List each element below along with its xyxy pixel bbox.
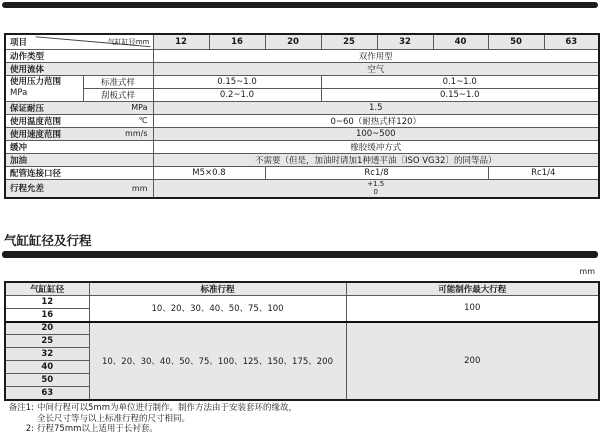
- note1-line1: 中间行程可以5mm为单位进行制作。制作方法由于安装套环的缘故，: [37, 403, 297, 413]
- row-port-size: [5, 166, 599, 179]
- row-label: 使用速度范围 mm/s: [5, 127, 153, 140]
- note1-label: 备注1:: [8, 403, 34, 413]
- bore-cell-16: 16: [5, 309, 89, 322]
- bore-cell-25: 25: [5, 335, 89, 348]
- bore-header-25: 25: [321, 34, 377, 49]
- stroke-tolerance-value: [153, 179, 599, 198]
- stroke-header-row: [5, 282, 599, 296]
- row-stroke-tolerance: [5, 179, 599, 198]
- bore-cell-32: 32: [5, 348, 89, 361]
- note2-label: 2:: [25, 424, 34, 433]
- cushion-value: 橡胶缓冲方式: [153, 140, 599, 153]
- standard-stroke-header: 标准行程: [89, 282, 346, 296]
- tolerance-unit: mm: [131, 183, 148, 193]
- row-label: 保证耐压 MPa: [5, 101, 153, 114]
- row-pressure-standard: [5, 75, 599, 88]
- corner-item-label: 项目: [10, 37, 28, 48]
- proof-pressure-unit: MPa: [131, 103, 148, 112]
- pressure-range-label: 使用压力范围 MPa: [5, 75, 83, 101]
- bore-column-header: 气缸缸径: [5, 282, 89, 296]
- fluid-value: 空气: [153, 62, 599, 75]
- bore-header-16: 16: [209, 34, 265, 49]
- row-speed: [5, 127, 599, 140]
- row-proof-pressure: [5, 101, 599, 114]
- row-cushion: [5, 140, 599, 153]
- top-divider-bar: [2, 2, 598, 8]
- group2-max-stroke: 200: [346, 322, 599, 400]
- max-stroke-header: 可能制作最大行程: [346, 282, 599, 296]
- temperature-unit: ℃: [138, 116, 148, 125]
- standard-style-label: 标准式样: [83, 75, 153, 88]
- port-size-medium: Rc1/8: [265, 166, 488, 179]
- standard-pressure-large-bores: 0.1~1.0: [321, 75, 599, 88]
- speed-unit: mm/s: [125, 129, 148, 138]
- lubrication-value: 不需要（但是，加油时请加1种透平油〔ISO VG32〕的同等品）: [153, 153, 599, 166]
- row-label: 加油: [5, 153, 153, 166]
- wiper-style-label: 刮板式样: [83, 88, 153, 101]
- spec-header-row: [5, 34, 599, 49]
- wiper-pressure-large-bores: 0.15~1.0: [321, 88, 599, 101]
- stroke-section-title: 气缸缸径及行程: [4, 233, 92, 248]
- section-divider-bar: [2, 251, 598, 258]
- row-temperature: [5, 114, 599, 127]
- bore-cell-40: 40: [5, 361, 89, 374]
- bore-header-63: 63: [544, 34, 599, 49]
- port-size-large: Rc1/4: [488, 166, 599, 179]
- row-label: 缓冲: [5, 140, 153, 153]
- action-type-value: 双作用型: [153, 49, 599, 62]
- footnotes: [4, 403, 297, 433]
- bore-stroke-table: [4, 281, 600, 401]
- row-label: 使用流体: [5, 62, 153, 75]
- standard-pressure-small-bores: 0.15~1.0: [153, 75, 321, 88]
- specifications-table: [4, 33, 600, 199]
- bore-cell-12: 12: [5, 296, 89, 309]
- stroke-row-20: [5, 322, 599, 335]
- corner-bore-label: 气缸缸径mm: [107, 37, 150, 46]
- speed-value: 100~500: [153, 127, 599, 140]
- row-label: 行程允差 mm: [5, 179, 153, 198]
- bore-header-40: 40: [433, 34, 488, 49]
- row-fluid: [5, 62, 599, 75]
- bore-header-32: 32: [377, 34, 433, 49]
- row-lubrication: [5, 153, 599, 166]
- row-label: 使用温度范围 ℃: [5, 114, 153, 127]
- group1-max-stroke: 100: [346, 296, 599, 322]
- row-pressure-wiper: [5, 88, 599, 101]
- tolerance-lower: 0: [373, 188, 378, 197]
- bore-cell-20: 20: [5, 322, 89, 335]
- bore-header-20: 20: [265, 34, 321, 49]
- wiper-pressure-small-bores: 0.2~1.0: [153, 88, 321, 101]
- row-label: 配管连接口径: [5, 166, 153, 179]
- note1-line2: 全长尺寸等与以上标准行程的尺寸相同。: [37, 413, 191, 424]
- note2-text: 行程75mm以上适用于长衬套。: [37, 424, 158, 433]
- port-size-small: M5×0.8: [153, 166, 265, 179]
- bore-cell-63: 63: [5, 387, 89, 400]
- group2-standard-strokes: 10、20、30、40、50、75、100、125、150、175、200: [89, 322, 346, 400]
- tolerance-upper: +1.5: [367, 180, 385, 189]
- group1-standard-strokes: 10、20、30、40、50、75、100: [89, 296, 346, 322]
- stroke-row-12: [5, 296, 599, 309]
- temperature-value: 0~60（耐热式样120）: [153, 114, 599, 127]
- bore-header-50: 50: [488, 34, 544, 49]
- diagonal-corner-cell: [5, 34, 153, 49]
- bore-cell-50: 50: [5, 374, 89, 387]
- table-unit-note: mm: [579, 267, 595, 276]
- row-label: 动作类型: [5, 49, 153, 62]
- proof-pressure-value: 1.5: [153, 101, 599, 114]
- row-action-type: [5, 49, 599, 62]
- pressure-unit: MPa: [10, 88, 28, 98]
- bore-header-12: 12: [153, 34, 209, 49]
